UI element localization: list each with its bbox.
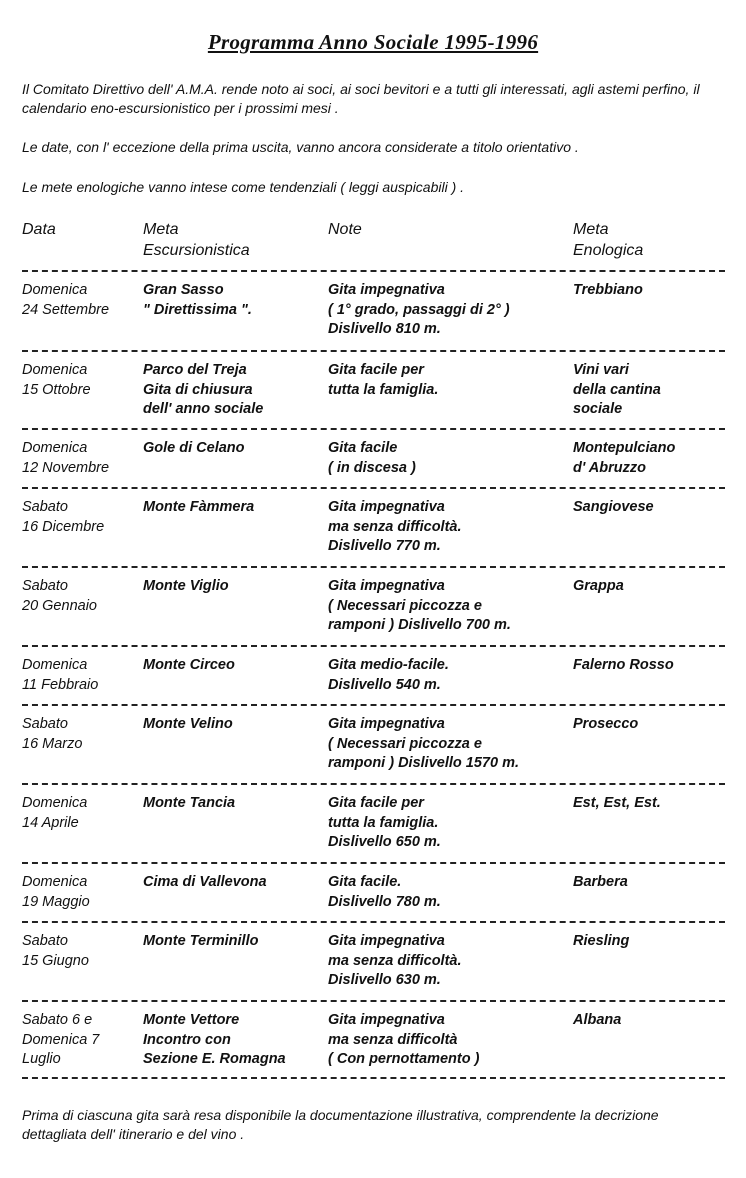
table-header — [0, 219, 746, 269]
cell-meta-enologica: Grappa — [573, 578, 624, 594]
cell-meta-escursionistica: Monte Circeo — [143, 657, 235, 673]
row-divider — [22, 645, 725, 647]
cell-meta-escursionistica: Parco del Treja Gita di chiusura dell' anno sociale — [143, 362, 264, 417]
header-data: Data — [22, 221, 56, 238]
cell-meta-enologica: Montepulciano d' Abruzzo — [573, 440, 676, 476]
cell-meta-enologica: Falerno Rosso — [573, 657, 674, 673]
cell-note: Gita facile ( in discesa ) — [328, 440, 416, 476]
cell-date: Sabato 16 Dicembre — [22, 499, 105, 535]
cell-meta-escursionistica: Monte Vettore Incontro con Sezione E. Romagna — [143, 1012, 286, 1067]
row-divider — [22, 487, 725, 489]
cell-note: Gita facile per tutta la famiglia. — [328, 362, 439, 398]
row-divider — [22, 704, 725, 706]
cell-note: Gita impegnativa ( Necessari piccozza e ramponi ) Dislivello 700 m. — [328, 578, 511, 633]
row-divider — [22, 270, 725, 272]
cell-date: Domenica 12 Novembre — [22, 440, 110, 476]
cell-date: Domenica 24 Settembre — [22, 282, 110, 318]
cell-note: Gita impegnativa ( 1° grado, passaggi di 2° ) Dislivello 810 m. — [328, 282, 510, 337]
header-note: Note — [328, 221, 362, 238]
cell-note: Gita facile. Dislivello 780 m. — [328, 874, 441, 910]
header-meta-escursionistica: Meta Escursionistica — [143, 221, 250, 259]
cell-note: Gita impegnativa ma senza difficoltà. Dislivello 630 m. — [328, 933, 462, 988]
cell-meta-enologica: Barbera — [573, 874, 628, 890]
cell-note: Gita medio-facile. Dislivello 540 m. — [328, 657, 449, 693]
cell-date: Domenica 11 Febbraio — [22, 657, 99, 693]
cell-meta-escursionistica: Monte Viglio — [143, 578, 229, 594]
cell-meta-escursionistica: Monte Velino — [143, 716, 233, 732]
cell-date: Sabato 16 Marzo — [22, 716, 83, 752]
cell-meta-enologica: Vini vari della cantina sociale — [573, 362, 661, 417]
cell-meta-enologica: Prosecco — [573, 716, 639, 732]
header-meta-enologica: Meta Enologica — [573, 221, 644, 259]
cell-date: Sabato 20 Gennaio — [22, 578, 97, 614]
cell-meta-escursionistica: Gran Sasso " Direttissima ". — [143, 282, 252, 318]
cell-date: Sabato 6 e Domenica 7 Luglio — [22, 1012, 100, 1067]
row-divider — [22, 1000, 725, 1002]
cell-meta-escursionistica: Monte Tancia — [143, 795, 236, 811]
row-divider — [22, 862, 725, 864]
cell-meta-enologica: Trebbiano — [573, 282, 643, 298]
cell-date: Domenica 14 Aprile — [22, 795, 88, 831]
cell-meta-enologica: Sangiovese — [573, 499, 654, 515]
row-divider — [22, 921, 725, 923]
row-divider — [22, 783, 725, 785]
cell-note: Gita facile per tutta la famiglia. Dislivello 650 m. — [328, 795, 441, 850]
row-divider — [22, 1077, 725, 1079]
cell-date: Domenica 19 Maggio — [22, 874, 90, 910]
cell-meta-escursionistica: Monte Terminillo — [143, 933, 259, 949]
intro-paragraph-committee: Il Comitato Direttivo dell' A.M.A. rende noto ai soci, ai soci bevitori e a tutti gli interessati, agli astemi perfino, il calendario eno-escursionistico per i prossimi mesi . — [22, 81, 700, 116]
cell-date: Domenica 15 Ottobre — [22, 362, 91, 398]
row-divider — [22, 566, 725, 568]
page-title: Programma Anno Sociale 1995-1996 — [207, 30, 539, 54]
row-divider — [22, 350, 725, 352]
cell-meta-enologica: Est, Est, Est. — [573, 795, 661, 811]
footer-note: Prima di ciascuna gita sarà resa disponibile la documentazione illustrativa, comprendente la decrizione dettagliata dell' itinerario e del vino . — [22, 1107, 659, 1142]
intro-paragraph-wine-goals: Le mete enologiche vanno intese come tendenziali ( leggi auspicabili ) . — [22, 179, 465, 195]
cell-note: Gita impegnativa ( Necessari piccozza e ramponi ) Dislivello 1570 m. — [328, 716, 519, 771]
cell-meta-escursionistica: Cima di Vallevona — [143, 874, 267, 890]
cell-note: Gita impegnativa ma senza difficoltà ( Con pernottamento ) — [328, 1012, 480, 1067]
cell-meta-enologica: Albana — [573, 1012, 622, 1028]
cell-note: Gita impegnativa ma senza difficoltà. Dislivello 770 m. — [328, 499, 462, 554]
row-divider — [22, 428, 725, 430]
intro-paragraph-dates: Le date, con l' eccezione della prima uscita, vanno ancora considerate a titolo orientativo . — [22, 139, 579, 155]
cell-date: Sabato 15 Giugno — [22, 933, 89, 969]
cell-meta-escursionistica: Monte Fàmmera — [143, 499, 255, 515]
cell-meta-escursionistica: Gole di Celano — [143, 440, 245, 456]
cell-meta-enologica: Riesling — [573, 933, 630, 949]
